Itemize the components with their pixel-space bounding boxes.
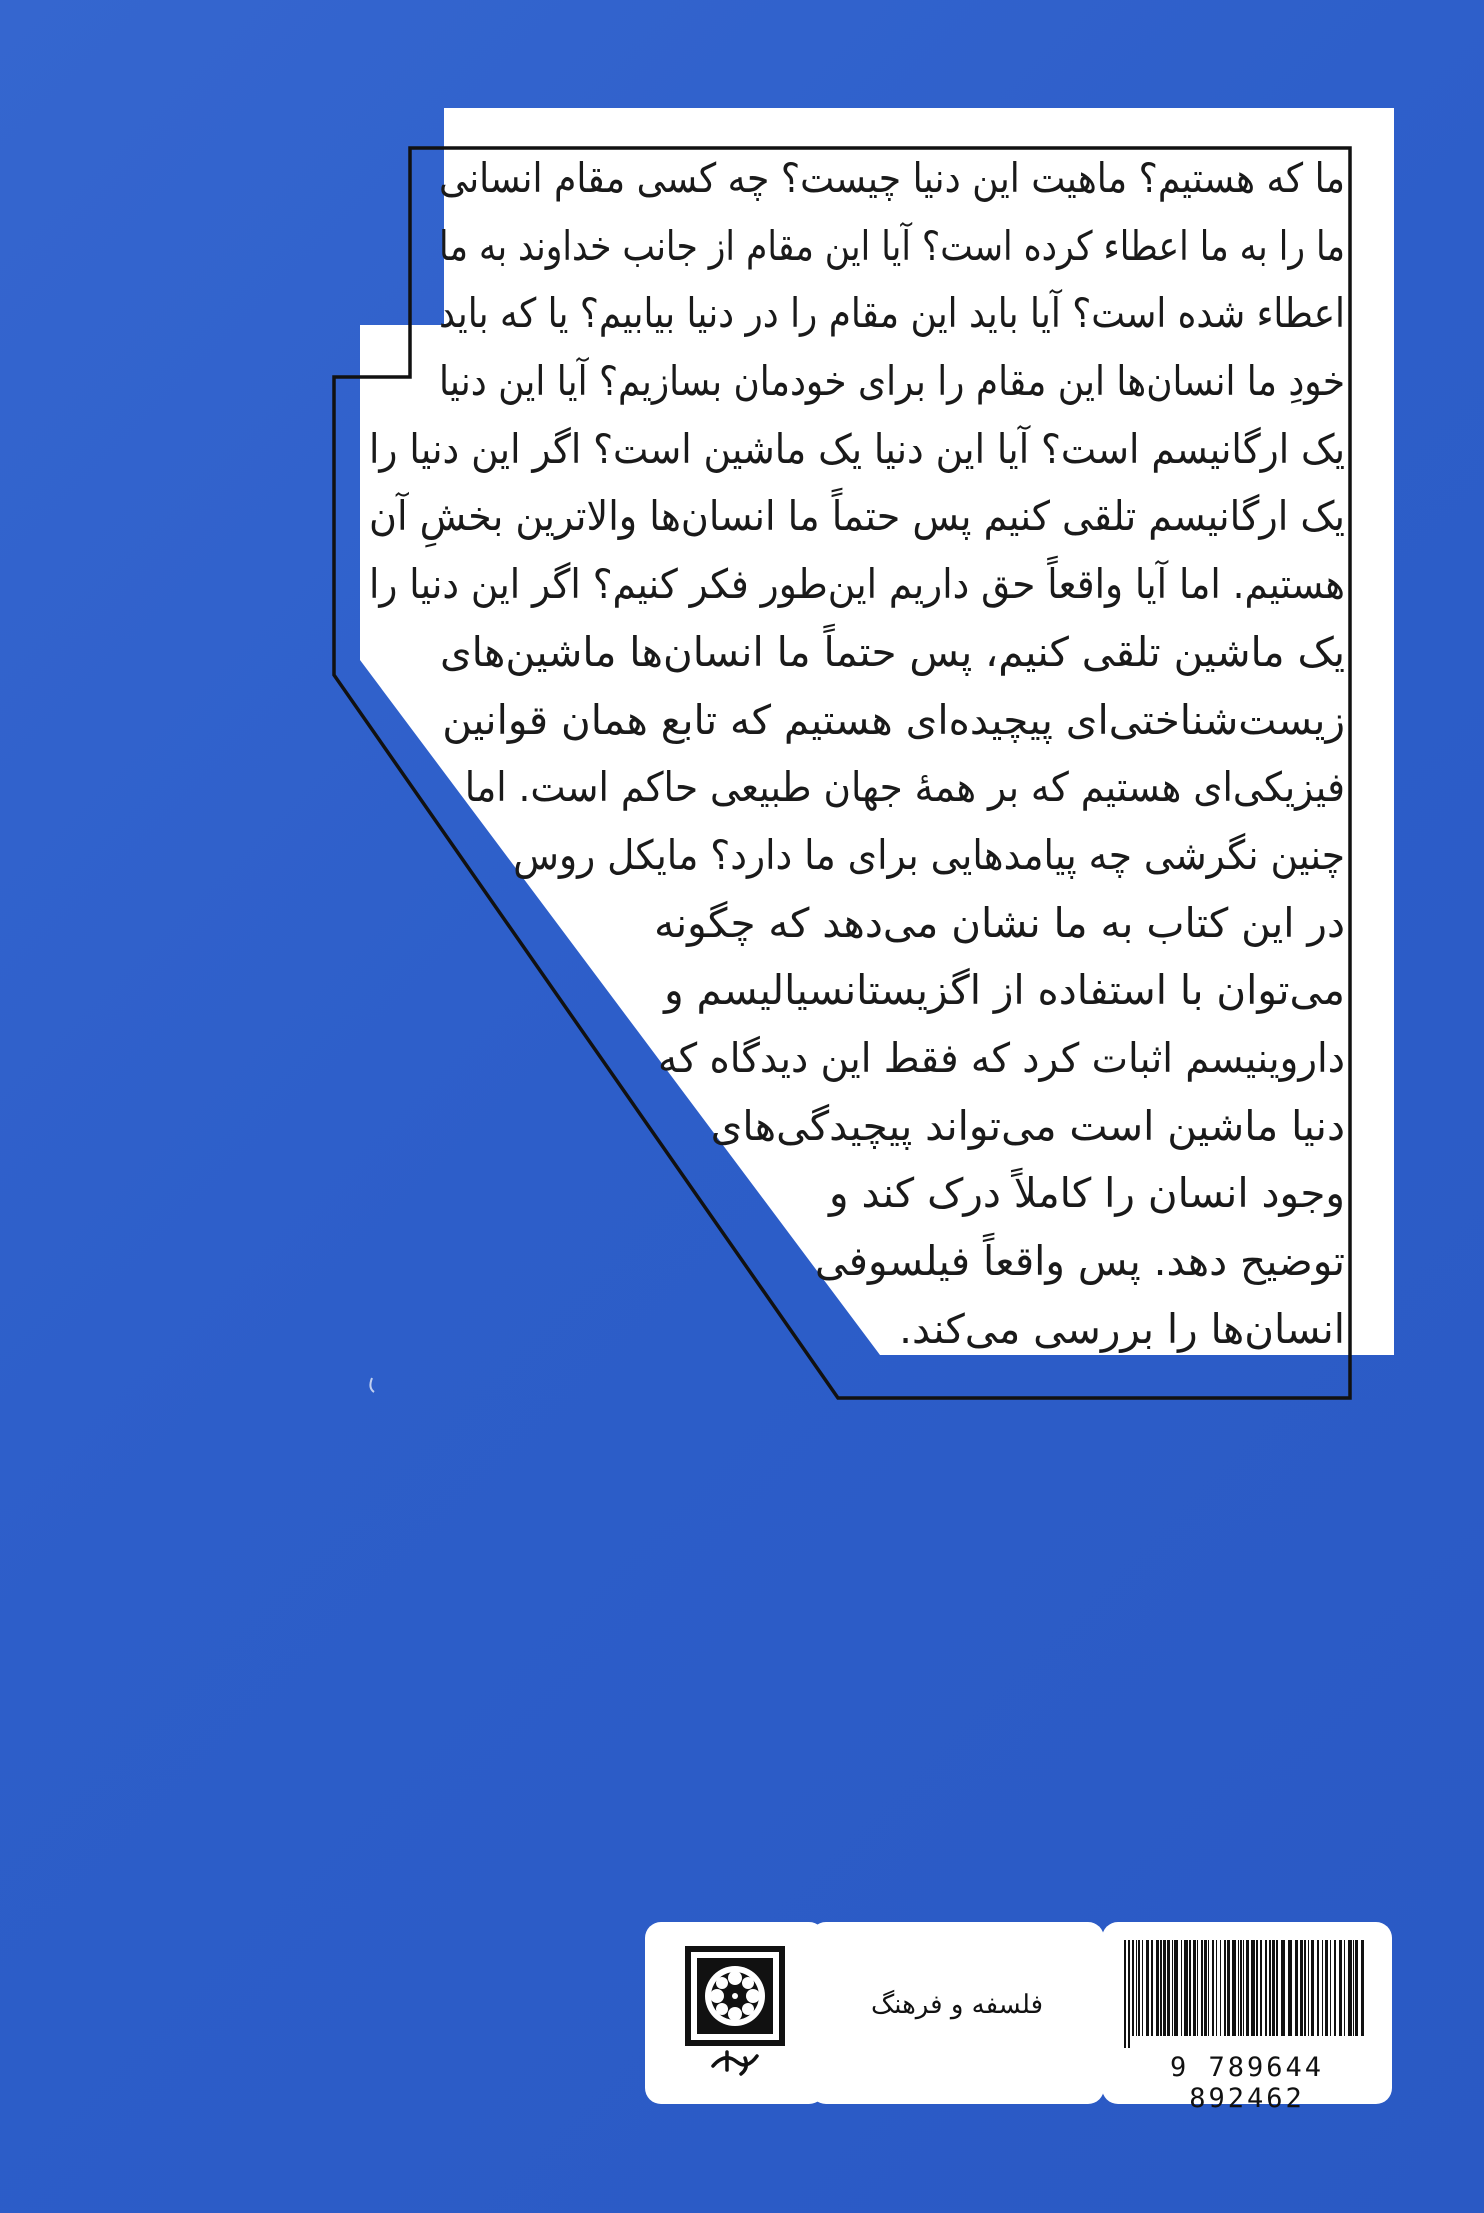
barcode-bar — [1181, 1940, 1182, 2036]
publisher-logo-card — [645, 1922, 825, 2104]
barcode-bar — [1204, 1940, 1207, 2036]
blurb-line: دنیا ماشین است می‌تواند پیچیدگی‌های — [710, 1101, 1345, 1150]
isbn-barcode — [1124, 1940, 1370, 2048]
barcode-bar — [1167, 1940, 1170, 2036]
barcode-bar — [1151, 1940, 1153, 2036]
blurb-line: در این کتاب به ما نشان می‌دهد که چگونه — [654, 898, 1345, 947]
publisher-rosette-logo-icon — [683, 1944, 787, 2080]
blurb-line: زیست‌شناختی‌ای پیچیده‌ای هستیم که تابع همان قوانین — [442, 695, 1345, 744]
blurb-line: هستیم. اما آیا واقعاً حق داریم این‌طور فکر کنیم؟ اگر این دنیا را — [368, 560, 1345, 609]
barcode-bar — [1160, 1940, 1162, 2036]
barcode-bar — [1288, 1940, 1292, 2036]
blurb-line: اعطاء شده است؟ آیا باید این مقام را در دنیا بیابیم؟ یا که باید — [439, 289, 1345, 338]
barcode-bar — [1251, 1940, 1255, 2036]
back-cover-blurb — [368, 145, 1345, 1363]
barcode-bar — [1189, 1940, 1191, 2036]
cover-scuff-mark — [370, 1378, 374, 1392]
blurb-line: توضیح دهد. پس واقعاً فیلسوفی — [814, 1237, 1345, 1285]
barcode-bar — [1265, 1940, 1267, 2036]
blurb-line: می‌توان با استفاده از اگزیستانسیالیسم و — [664, 966, 1345, 1015]
barcode-bar — [1325, 1940, 1328, 2036]
barcode-bar — [1295, 1940, 1298, 2036]
blurb-line: یک ماشین تلقی کنیم، پس حتماً ما انسان‌ها ماشین‌های — [439, 627, 1345, 676]
barcode-bar — [1224, 1940, 1226, 2036]
barcode-bar — [1243, 1940, 1244, 2036]
barcode-bar — [1146, 1940, 1149, 2036]
barcode-bar — [1272, 1940, 1275, 2036]
barcode-bar — [1308, 1940, 1309, 2036]
barcode-bar — [1256, 1940, 1258, 2036]
series-label: فلسفه و فرهنگ — [870, 1990, 1043, 2020]
barcode-bar — [1355, 1940, 1358, 2036]
barcode-bar — [1138, 1940, 1140, 2036]
blurb-line: انسان‌ها را بررسی می‌کند. — [899, 1304, 1345, 1353]
barcode-bar — [1330, 1940, 1331, 2036]
barcode-bar — [1361, 1940, 1364, 2036]
barcode-bar — [1156, 1940, 1159, 2036]
barcode-bar — [1172, 1940, 1173, 2036]
barcode-bar — [1344, 1940, 1345, 2036]
barcode-bar — [1163, 1940, 1166, 2036]
blurb-line: داروینیسم اثبات کرد که فقط این دیدگاه که — [657, 1033, 1345, 1082]
isbn-barcode-card — [1102, 1922, 1392, 2114]
blurb-line: ما که هستیم؟ ماهیت این دنیا چیست؟ چه کسی مقام انسانی — [438, 154, 1345, 202]
barcode-bar — [1136, 1940, 1137, 2036]
barcode-bar — [1232, 1940, 1236, 2036]
barcode-bar — [1227, 1940, 1230, 2036]
series-label-card — [810, 1922, 1104, 2104]
barcode-bar — [1334, 1940, 1336, 2036]
barcode-bar — [1300, 1940, 1303, 2036]
barcode-bar — [1216, 1940, 1217, 2036]
barcode-bar — [1124, 1940, 1126, 2048]
barcode-bar — [1238, 1940, 1239, 2036]
barcode-bar — [1184, 1940, 1188, 2036]
barcode-bar — [1142, 1940, 1143, 2036]
barcode-bar — [1348, 1940, 1352, 2036]
blurb-line: فیزیکی‌ای هستیم که بر همهٔ جهان طبیعی حاکم است. اما — [464, 763, 1345, 812]
barcode-bar — [1276, 1940, 1278, 2036]
blurb-line: یک ارگانیسم است؟ آیا این دنیا یک ماشین است؟ اگر این دنیا را — [369, 424, 1345, 473]
barcode-bar — [1311, 1940, 1314, 2036]
barcode-bar — [1353, 1940, 1354, 2036]
barcode-bar — [1322, 1940, 1323, 2036]
barcode-bar — [1317, 1940, 1319, 2036]
barcode-bar — [1246, 1940, 1249, 2036]
barcode-bar — [1269, 1940, 1271, 2036]
barcode-bar — [1208, 1940, 1209, 2036]
barcode-bar — [1193, 1940, 1196, 2036]
barcode-bar — [1174, 1940, 1178, 2036]
barcode-bar — [1339, 1940, 1342, 2036]
barcode-bar — [1212, 1940, 1214, 2036]
barcode-bar — [1281, 1940, 1285, 2036]
barcode-bar — [1260, 1940, 1262, 2036]
blurb-line: ما را به ما اعطاء کرده است؟ آیا این مقام از جانب خداوند به ما — [438, 221, 1345, 270]
blurb-line: چنین نگرشی چه پیامدهایی برای ما دارد؟ مایکل روس — [513, 830, 1345, 879]
barcode-bar — [1128, 1940, 1130, 2048]
blurb-line: یک ارگانیسم تلقی کنیم پس حتماً ما انسان‌ها والاترین بخشِ آن — [369, 492, 1345, 541]
barcode-bar — [1304, 1940, 1306, 2036]
barcode-bar — [1201, 1940, 1203, 2036]
barcode-bar — [1220, 1940, 1221, 2036]
barcode-bar — [1132, 1940, 1134, 2036]
blurb-line: خودِ ما انسان‌ها این مقام را برای خودمان بسازیم؟ آیا این دنیا — [438, 357, 1345, 406]
barcode-bar — [1240, 1940, 1242, 2036]
barcode-bar — [1197, 1940, 1198, 2036]
isbn-number: 9 789644 892462 — [1169, 2052, 1325, 2114]
blurb-line: وجود انسان را کاملاً درک کند و — [829, 1169, 1345, 1218]
